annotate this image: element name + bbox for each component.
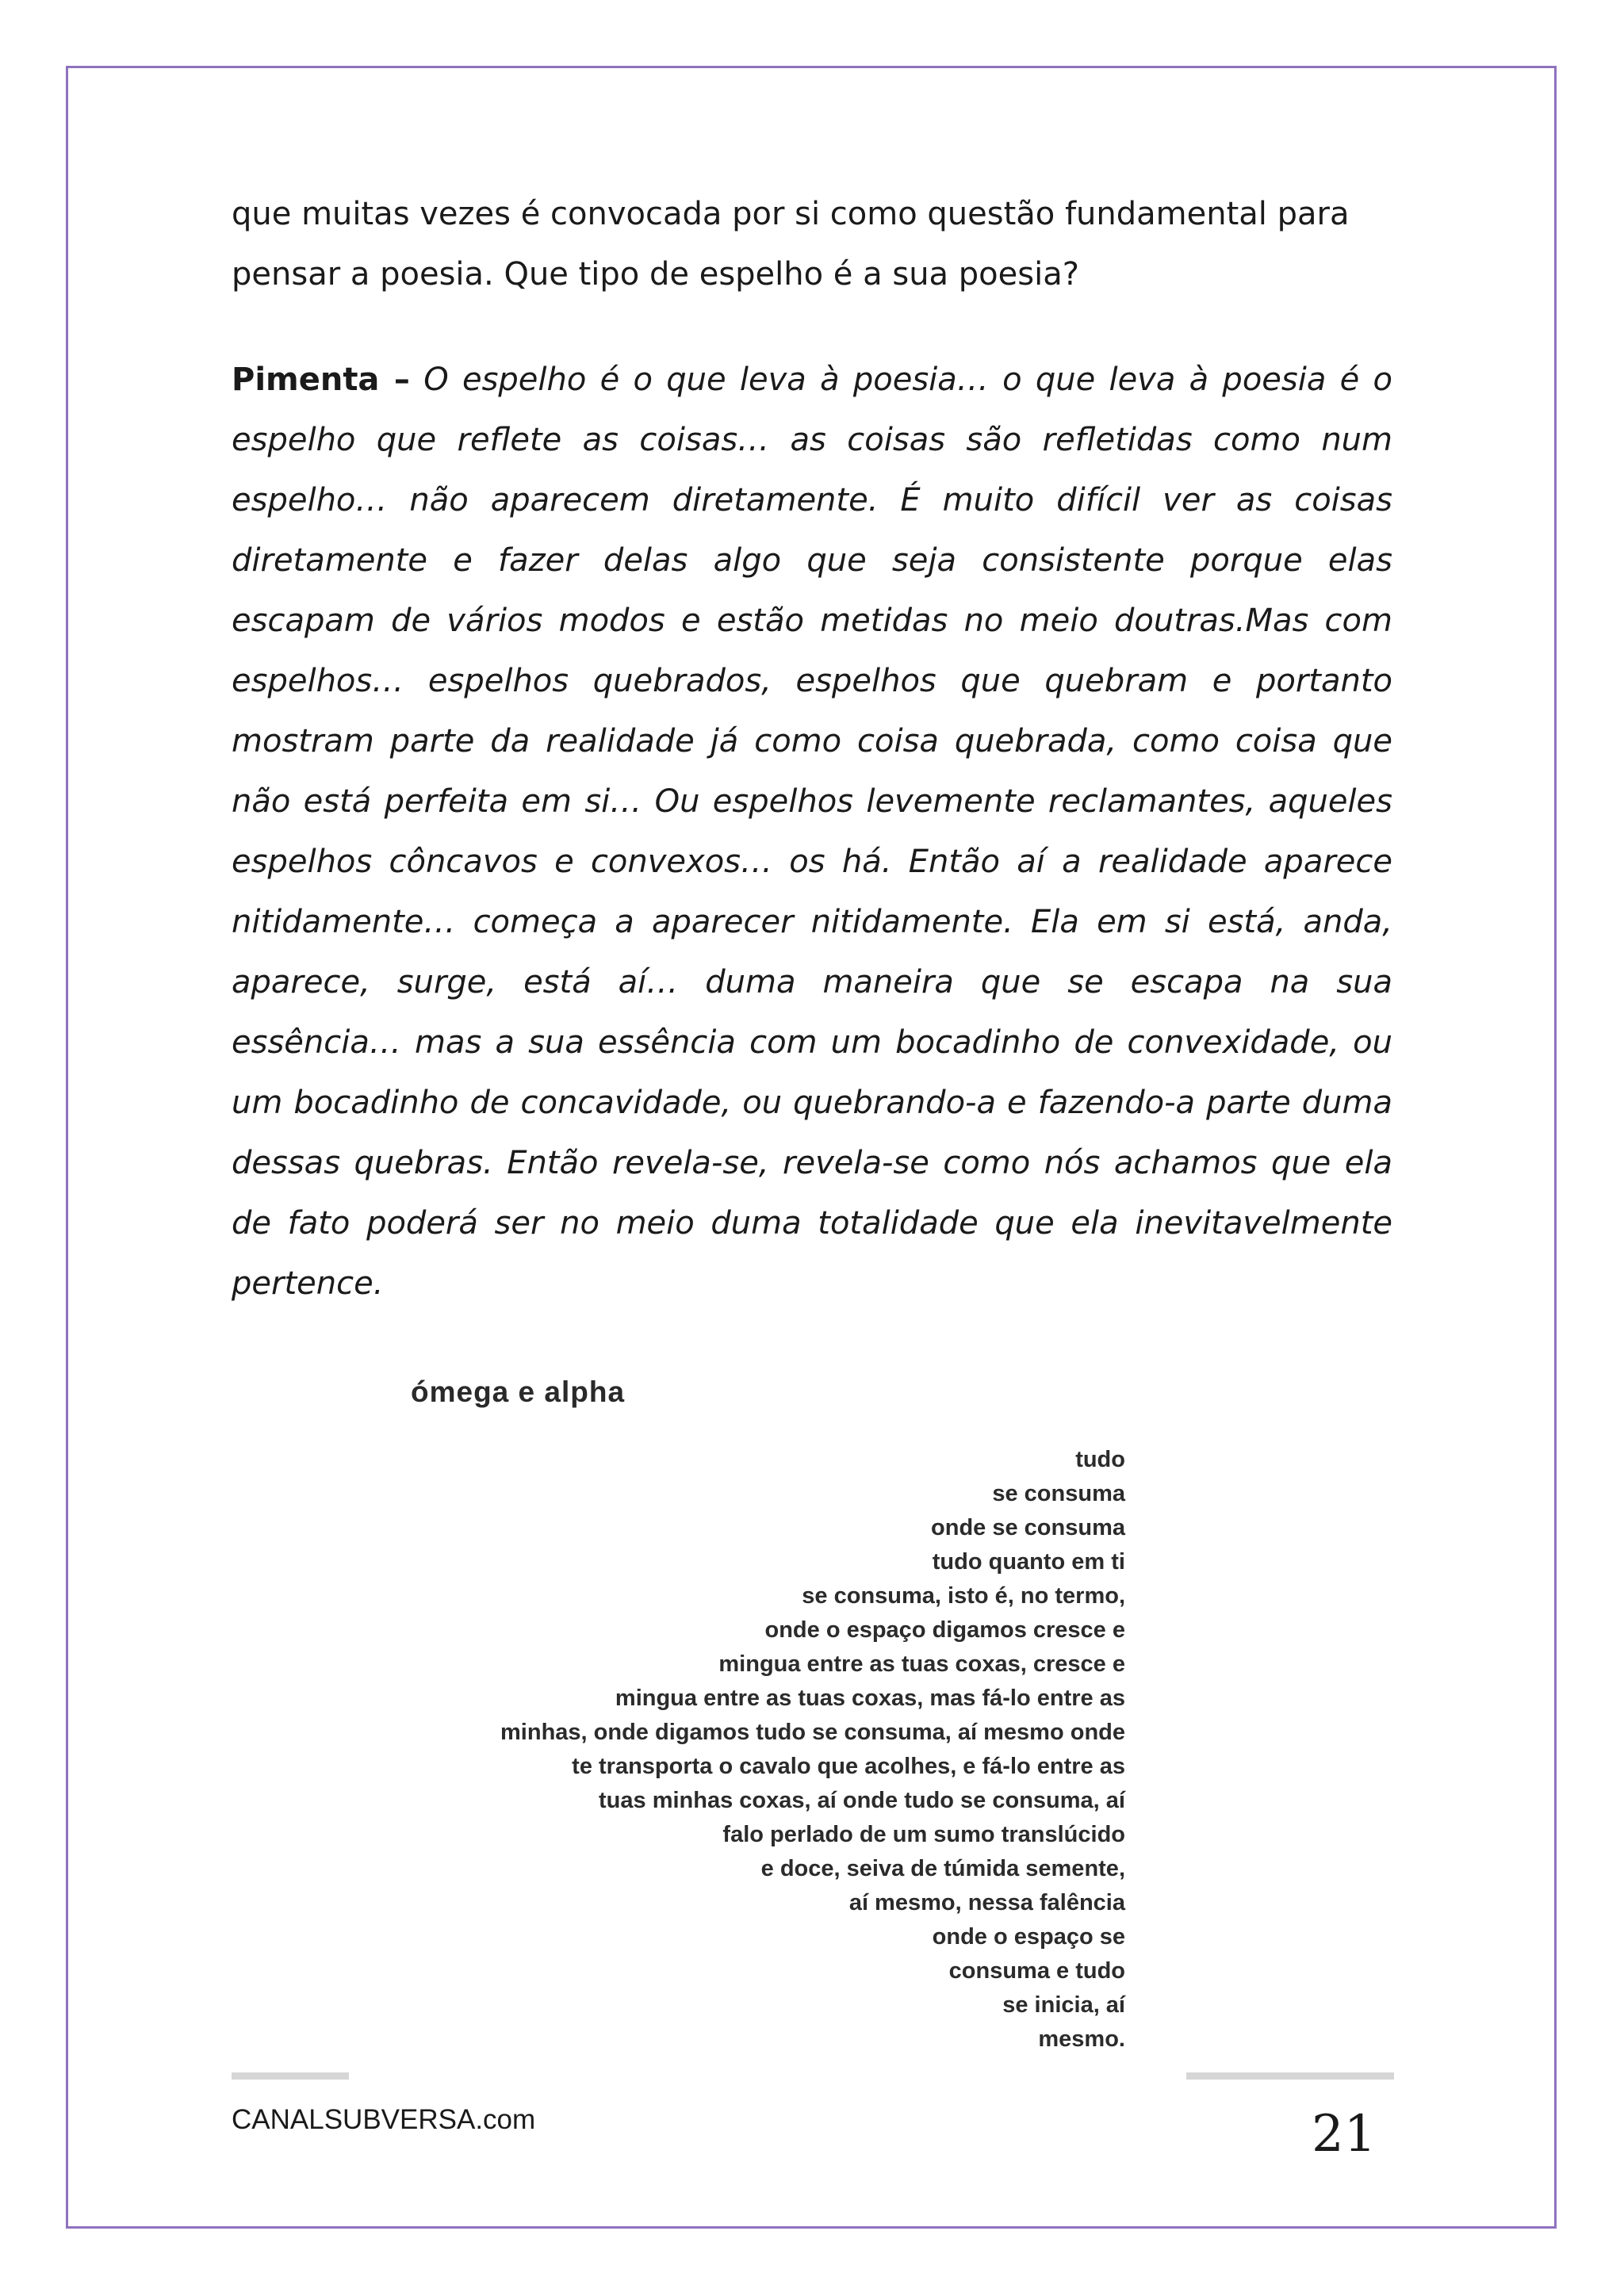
footer-rule-left: [232, 2072, 349, 2080]
poem-body: [332, 1443, 1125, 2057]
poem-line: mingua entre as tuas coxas, mas fá-lo entre as: [615, 1686, 1125, 1711]
poem-line: falo perlado de um sumo translúcido: [722, 1822, 1125, 1847]
poem-title: ómega e alpha: [411, 1376, 626, 1408]
answer-speaker-label: Pimenta –: [232, 362, 410, 398]
poem-line: e doce, seiva de túmida semente,: [760, 1856, 1125, 1881]
footer-rule-right: [1186, 2072, 1394, 2080]
page-number: 21: [1312, 2105, 1377, 2164]
poem-line: tudo quanto em ti: [932, 1549, 1125, 1575]
footer-site-name: CANALSUBVERSA.com: [232, 2104, 536, 2135]
interview-answer: [232, 350, 1392, 1314]
poem-line: onde se consuma: [931, 1515, 1125, 1540]
poem-line: mingua entre as tuas coxas, cresce e: [718, 1651, 1125, 1677]
answer-text: O espelho é o que leva à poesia… o que leva à poesia é o espelho que reflete as coisas… as coisas são refletidas como num espelho… não aparecem diretamente. É muito difícil ver as coisas diretamente e fazer delas algo que seja consistente porque elas escapam de vários modos e estão metidas no meio doutras.Mas com espelhos… espelhos quebrados, espelhos que quebram e portanto mostram parte da realidade já como coisa quebrada, como coisa que não está perfeita em si… Ou espelhos levemente reclamantes, aqueles espelhos côncavos e convexos… os há. Então aí a realidade aparece nitidamente… começa a aparecer nitidamente. Ela em si está, anda, aparece, surge, está aí… duma maneira que se escapa na sua essência… mas a sua essência com um bocadinho de convexidade, ou um bocadinho de concavidade, ou quebrando-a e fazendo-a parte duma dessas quebras. Então revela-se, revela-se como nós achamos que ela de fato poderá ser no meio duma totalidade que ela inevitavelmente pertence.: [232, 362, 1392, 1302]
interview-question-text: que muitas vezes é convocada por si como questão fundamental para pensar a poesia. Que tipo de espelho é a sua poesia?: [232, 196, 1350, 293]
poem-line: aí mesmo, nessa falência: [848, 1890, 1125, 1915]
poem-line: te transporta o cavalo que acolhes, e fá-lo entre as: [572, 1754, 1125, 1779]
poem-line: se consuma: [992, 1481, 1125, 1506]
poem-line: minhas, onde digamos tudo se consuma, aí mesmo onde: [500, 1720, 1125, 1745]
poem-line: onde o espaço se: [932, 1924, 1125, 1950]
poem-line: se inicia, aí: [1002, 1992, 1125, 2018]
paragraph-gap: [232, 304, 1392, 350]
article-body: [232, 184, 1392, 1314]
poem-line: tudo: [1075, 1447, 1125, 1472]
poem-line: mesmo.: [1038, 2026, 1125, 2052]
poem-line: consuma e tudo: [948, 1958, 1125, 1984]
poem-line: se consuma, isto é, no termo,: [802, 1583, 1125, 1609]
poem-line: tuas minhas coxas, aí onde tudo se consuma, aí: [599, 1788, 1125, 1813]
poem-line: onde o espaço digamos cresce e: [764, 1617, 1125, 1643]
